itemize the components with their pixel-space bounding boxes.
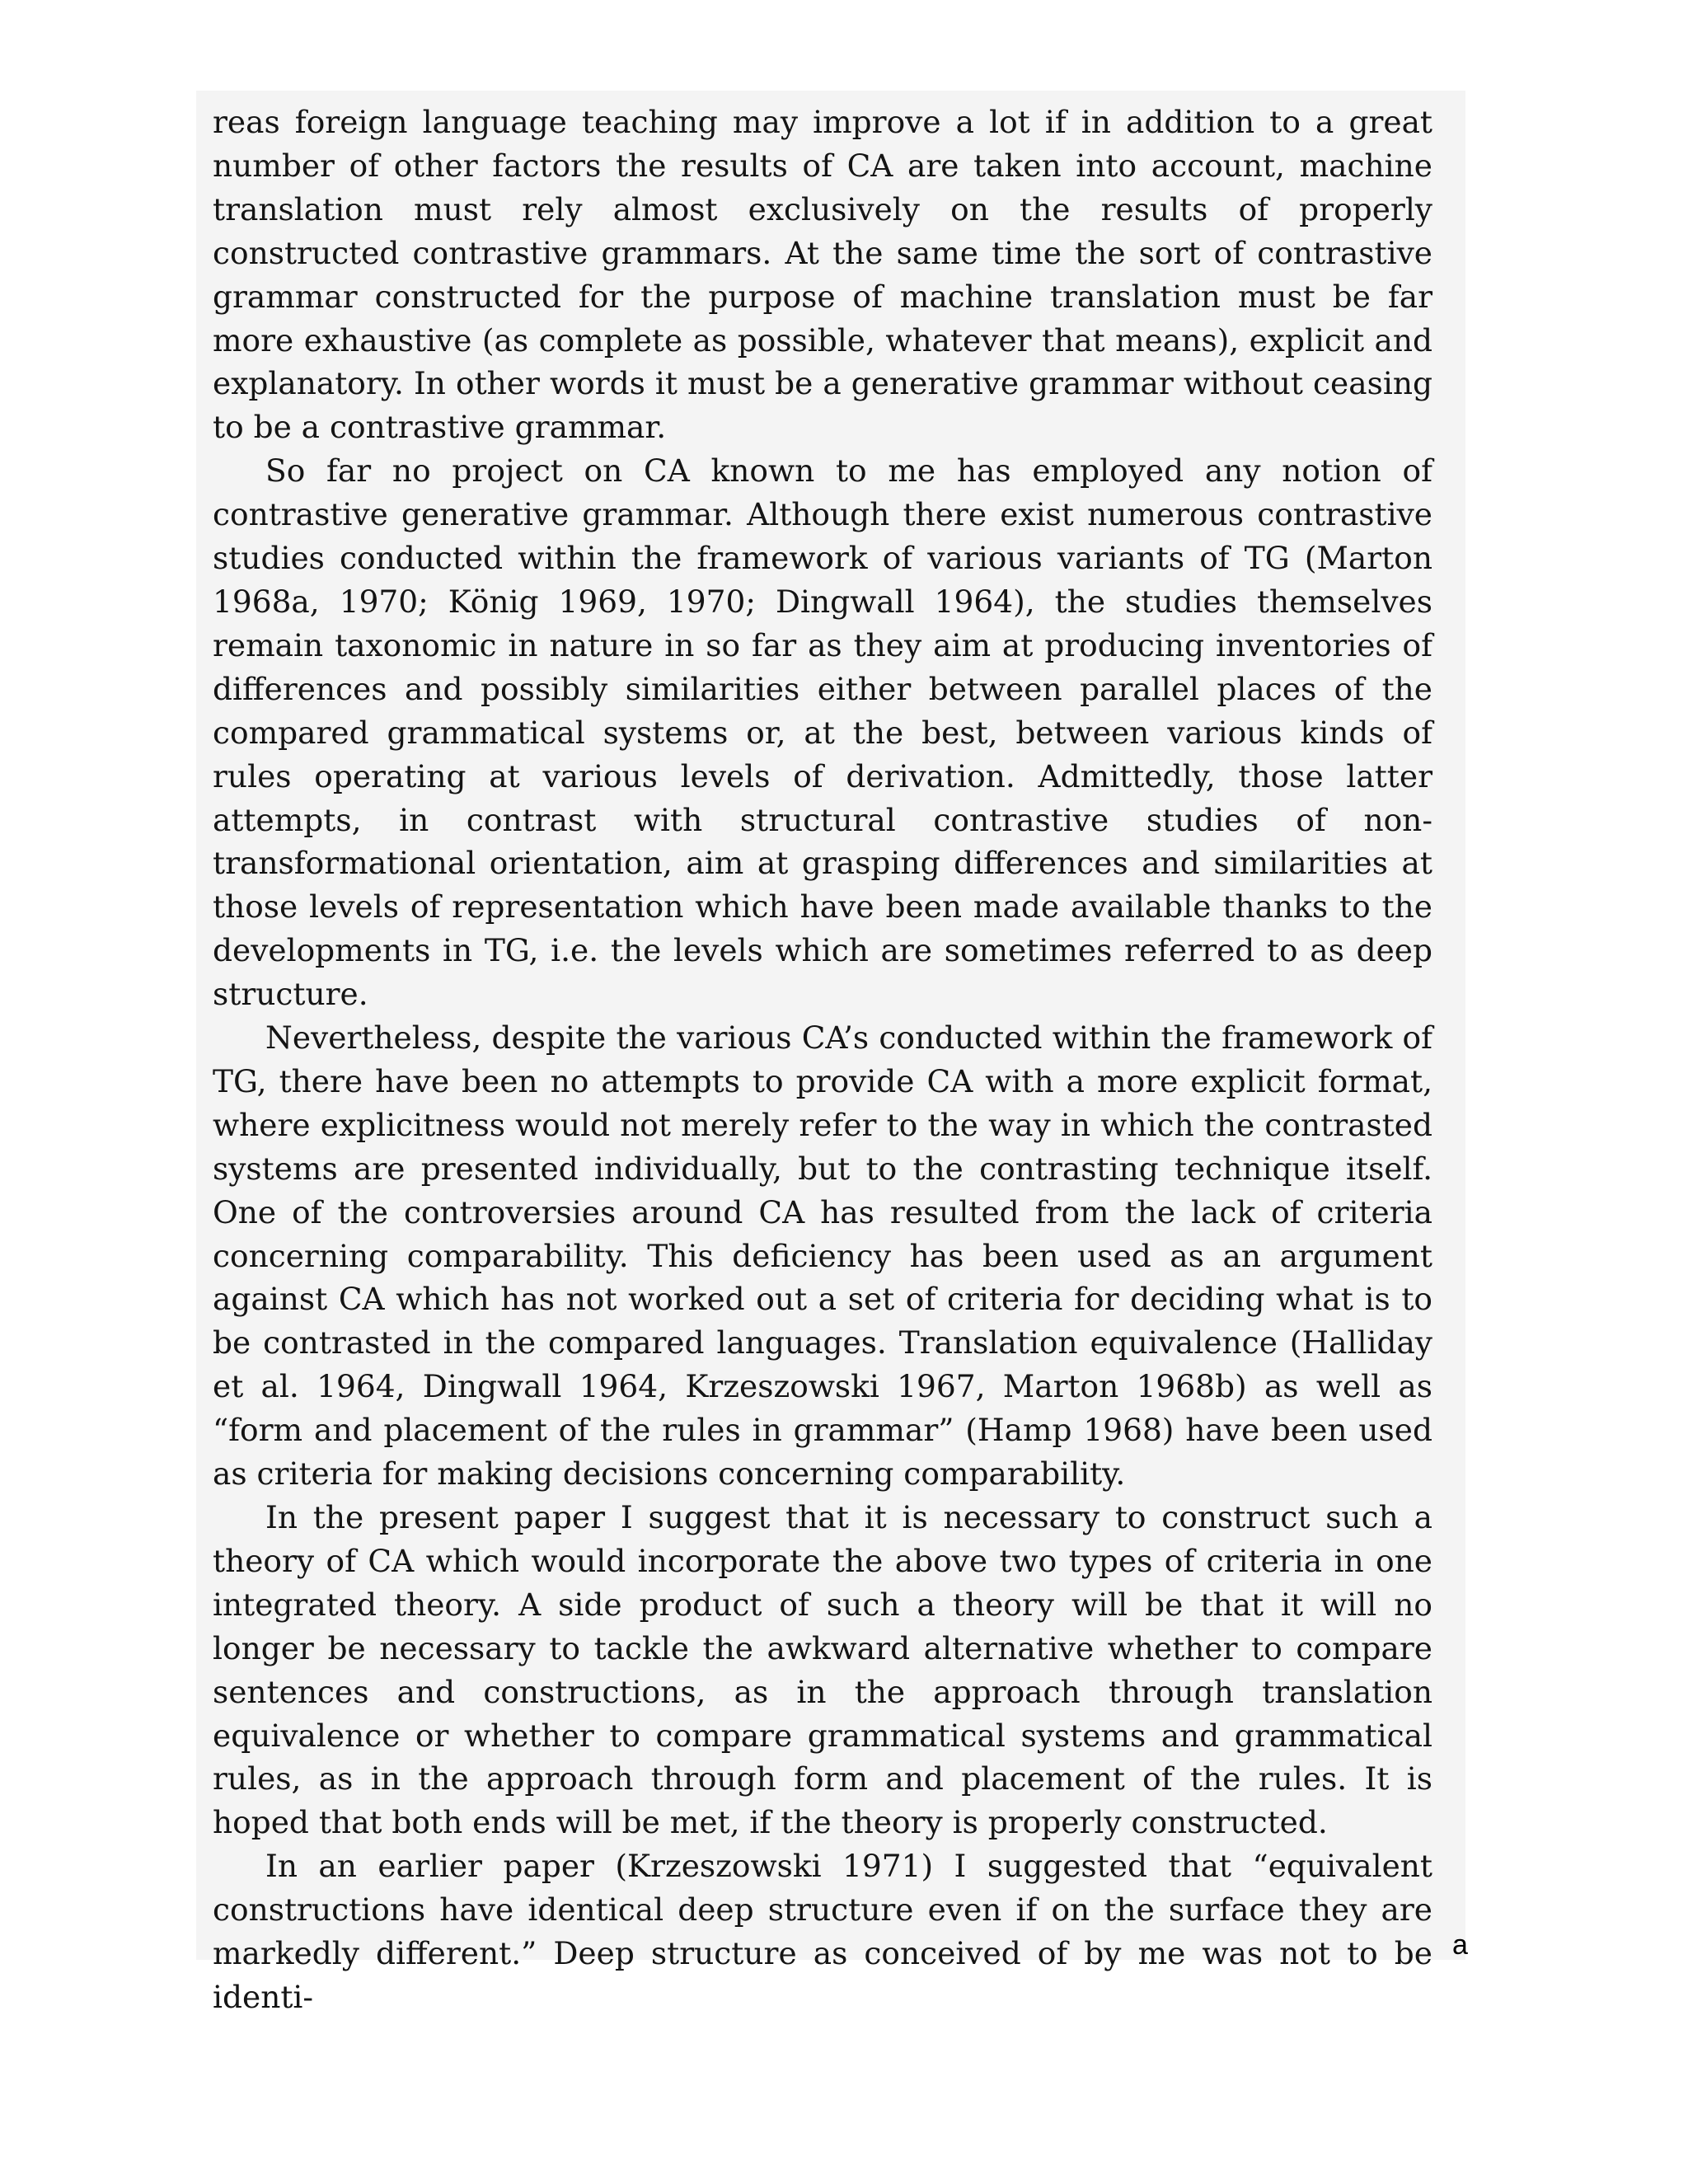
paragraph-2: So far no project on CA known to me has employed any notion of contrastive generative grammar. Although there exist numerous contrastive studies conducted within the framework of various variants of TG (Marton 1968a, 1970; König 1969, 1970; Dingwall 1964), the studies themselves remain taxonomic in nature in so far as they aim at producing inventories of differences and possibly similarities either between parallel places of the compared grammatical systems or, at the best, between various kinds of rules operating at various levels of derivation. Admittedly, those latter attempts, in contrast with structural contrastive studies of non-transformational orientation, aim at grasping differences and similarities at those levels of representation which have been made available thanks to the developments in TG, i.e. the levels which are sometimes referred to as deep structure. <box>213 452 1432 1013</box>
paragraph-5: In an earlier paper (Krzeszowski 1971) I suggested that “equivalent constructions have identical deep structure even if on the surface they are markedly different.” Deep structure as conceived of by me was not to be identi- <box>213 1848 1432 2015</box>
paragraph-4: In the present paper I suggest that it is necessary to construct such a theory of CA which would incorporate the above two types of criteria in one integrated theory. A side product of such a theory will be that it will no longer be necessary to tackle the awkward alternative whether to compare sentences and constructions, as in the approach through translation equivalence or whether to compare grammatical systems and grammatical rules, as in the approach through form and placement of the rules. It is hoped that both ends will be met, if the theory is properly constructed. <box>213 1499 1432 1841</box>
page-marker: a <box>1452 1929 1468 1961</box>
body-text <box>213 101 1432 2019</box>
paragraph-1: reas foreign language teaching may improve a lot if in addition to a great number of other factors the results of CA are taken into account, machine translation must rely almost exclusively on the results of properly constructed contrastive grammars. At the same time the sort of contrastive grammar constructed for the purpose of machine translation must be far more exhaustive (as complete as possible, whatever that means), explicit and explanatory. In other words it must be a generative grammar without ceasing to be a contrastive grammar. <box>213 104 1432 446</box>
paragraph-3: Nevertheless, despite the various CA’s conducted within the framework of TG, there have been no attempts to provide CA with a more explicit format, where explicitness would not merely refer to the way in which the contrasted systems are presented individually, but to the contrasting technique itself. One of the controversies around CA has resulted from the lack of criteria concerning comparability. This deficiency has been used as an argument against CA which has not worked out a set of criteria for deciding what is to be contrasted in the compared languages. Translation equivalence (Halliday et al. 1964, Dingwall 1964, Krzeszowski 1967, Marton 1968b) as well as “form and placement of the rules in grammar” (Hamp 1968) have been used as criteria for making decisions concerning comparability. <box>213 1019 1432 1493</box>
